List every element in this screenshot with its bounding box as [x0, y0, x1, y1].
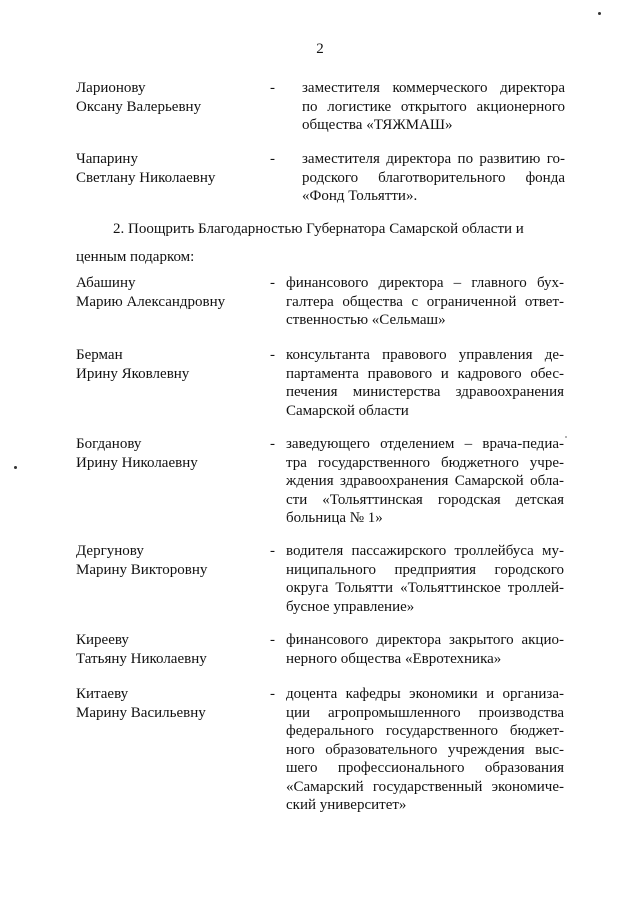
person-name: Дергунову Марину Викторовну: [76, 543, 208, 578]
dash: -: [270, 80, 275, 96]
person-name: Абашину Марию Александровну: [76, 275, 226, 310]
person-name: Чапарину Светлану Николаевну: [76, 151, 216, 186]
dash: -: [270, 632, 275, 648]
position-description: заместителя коммерческого директора по логистике открытого акционерного общества «ТЯЖМАШ»: [302, 80, 565, 133]
position-description: финансового директора закрытого акцио- нерного общества «Евротехника»: [286, 632, 564, 667]
person-name: Богданову Ирину Николаевну: [76, 436, 198, 471]
person-name: Кирееву Татьяну Николаевну: [76, 632, 207, 667]
position-description: консультанта правового управления де- партамента правового и кадрового обес- печения министерства здравоохранения Самарской области: [286, 347, 564, 419]
dash: -: [270, 275, 275, 291]
scan-speck: [14, 466, 17, 469]
dash: -: [270, 436, 275, 452]
dash: -: [270, 151, 275, 167]
scan-speck: [598, 12, 601, 15]
paragraph-line-1: 2. Поощрить Благодарностью Губернатора Самарской области и: [113, 221, 524, 237]
dash: -: [270, 543, 275, 559]
dash: -: [270, 686, 275, 702]
paragraph-line-2: ценным подарком:: [76, 249, 195, 265]
scan-speck: [565, 436, 567, 438]
position-description: финансового директора – главного бух- галтера общества с ограниченной ответ- ственностью «Сельмаш»: [286, 275, 564, 328]
position-description: доцента кафедры экономики и организа- ции агропромышленного производства федерального государственного бюджет- ного образовательного учреждения выс- шего профессионального образования «Самарский государственный экономиче- ский университет»: [286, 686, 564, 813]
position-description: заместителя директора по развитию го- родского благотворительного фонда «Фонд Тольятти».: [302, 151, 565, 204]
page-number: 2: [316, 41, 324, 57]
position-description: водителя пассажирского троллейбуса му- ниципального предприятия городского округа Тольятти «Тольяттинское троллей- бусное управление»: [286, 543, 564, 615]
dash: -: [270, 347, 275, 363]
person-name: Ларионову Оксану Валерьевну: [76, 80, 202, 115]
person-name: Китаеву Марину Васильевну: [76, 686, 206, 721]
position-description: заведующего отделением – врача-педиа- тра государственного бюджетного учре- ждения здравоохранения Самарской обла- сти «Тольяттинская городская детская больница № 1»: [286, 436, 564, 526]
person-name: Берман Ирину Яковлевну: [76, 347, 190, 382]
